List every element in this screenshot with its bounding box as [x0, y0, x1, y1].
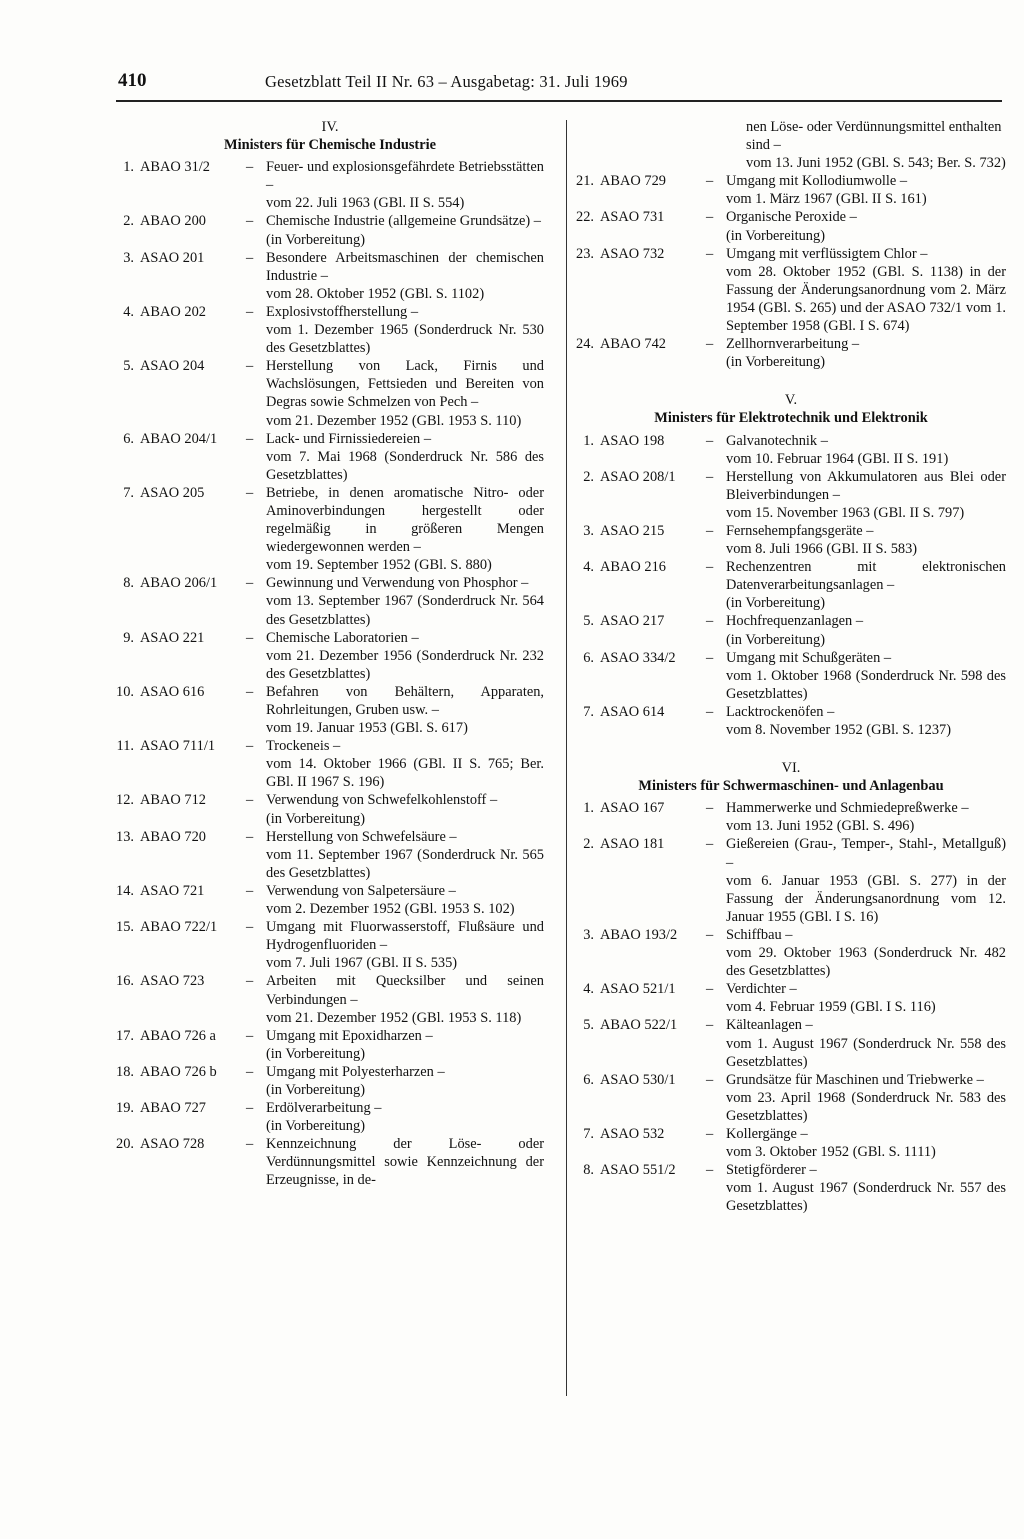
entry-dash: – [246, 738, 254, 755]
entry-description: Trockeneis – vom 14. Oktober 1966 (GBl. II S. 765; Ber. GBl. II 1967 S. 196) [266, 738, 544, 791]
entry-dash: – [246, 683, 254, 700]
regulation-code: ABAO 200 [140, 213, 206, 230]
entry-number: 7. [583, 1125, 594, 1142]
entry-dash: – [706, 981, 714, 998]
entry-list [576, 172, 1006, 371]
entry-list [576, 432, 1006, 740]
entry-number: 6. [123, 430, 134, 447]
list-item [116, 629, 544, 683]
list-item [576, 1125, 1006, 1161]
entry-dash: – [706, 432, 714, 449]
list-item [576, 703, 1006, 739]
entry-number: 6. [583, 1071, 594, 1088]
list-item [116, 357, 544, 429]
regulation-code: ABAO 206/1 [140, 575, 218, 592]
list-item [116, 249, 544, 303]
entry-description: Verdichter – vom 4. Februar 1959 (GBl. I S. 116) [726, 981, 936, 1016]
regulation-code: ASAO 731 [600, 209, 665, 226]
regulation-code: ABAO 204/1 [140, 430, 218, 447]
regulation-code: ASAO 181 [600, 836, 665, 853]
list-item [116, 303, 544, 357]
list-item [576, 432, 1006, 468]
entry-description: Schiffbau – vom 29. Oktober 1963 (Sonderdruck Nr. 482 des Gesetzblattes) [726, 926, 1006, 980]
entry-number: 7. [123, 484, 134, 501]
list-item [116, 683, 544, 737]
regulation-code: ABAO 742 [600, 336, 666, 353]
regulation-code: ASAO 614 [600, 703, 665, 720]
entry-list [116, 158, 544, 1189]
regulation-code: ABAO 720 [140, 828, 206, 845]
list-item [576, 980, 1006, 1016]
entry-number: 14. [116, 882, 134, 899]
entry-description: Arbeiten mit Quecksilber und seinen Verbindungen – vom 21. Dezember 1952 (GBl. 1953 S. 118) [266, 973, 544, 1026]
list-item [116, 791, 544, 827]
entry-description: Kälteanlagen – vom 1. August 1967 (Sonderdruck Nr. 558 des Gesetzblattes) [726, 1017, 1006, 1070]
regulation-code: ASAO 616 [140, 683, 205, 700]
entry-dash: – [706, 1017, 714, 1034]
list-item [116, 1135, 544, 1189]
regulation-code: ABAO 727 [140, 1100, 206, 1117]
entry-number: 5. [583, 613, 594, 630]
entry-description: Fernsehempfangsgeräte – vom 8. Juli 1966 (GBl. II S. 583) [726, 522, 918, 558]
entry-number: 9. [123, 629, 134, 646]
entry-dash: – [246, 1027, 254, 1044]
list-item [576, 558, 1006, 612]
list-item [116, 1099, 544, 1135]
entry-number: 11. [116, 738, 134, 755]
entry-number: 23. [576, 245, 594, 262]
entry-description: Befahren von Behältern, Apparaten, Rohrleitungen, Gruben usw. – vom 19. Januar 1953 (GBl. S. 617) [266, 683, 544, 737]
entry-number: 19. [116, 1100, 134, 1117]
list-item [116, 737, 544, 791]
entry-description: Verwendung von Salpetersäure – vom 2. Dezember 1952 (GBl. 1953 S. 102) [266, 882, 515, 918]
section-number: V. [784, 392, 798, 409]
entry-dash: – [706, 1071, 714, 1088]
entry-description: Lack- und Firnissiedereien – vom 7. Mai 1968 (Sonderdruck Nr. 586 des Gesetzblattes) [266, 430, 544, 483]
regulation-code: ABAO 216 [600, 559, 666, 576]
entry-dash: – [706, 522, 714, 539]
entry-number: 1. [583, 800, 594, 817]
entry-dash: – [246, 1100, 254, 1117]
regulation-code: ABAO 193/2 [600, 926, 678, 943]
entry-dash: – [706, 245, 714, 262]
entry-dash: – [246, 575, 254, 592]
entry-number: 16. [116, 973, 134, 990]
entry-number: 8. [123, 575, 134, 592]
entry-number: 22. [576, 209, 594, 226]
entry-description: Umgang mit Epoxidharzen – (in Vorbereitung) [266, 1027, 433, 1062]
regulation-code: ABAO 712 [140, 792, 206, 809]
entry-dash: – [246, 828, 254, 845]
entry-dash: – [706, 613, 714, 630]
list-item [116, 918, 544, 972]
list-item [576, 1071, 1006, 1125]
section-title: Ministers für Chemische Industrie [224, 137, 436, 154]
entry-description: Umgang mit Polyesterharzen – (in Vorbereitung) [266, 1063, 445, 1098]
entry-dash: – [246, 1136, 254, 1153]
regulation-code: ASAO 204 [140, 358, 205, 375]
regulation-code: ASAO 723 [140, 973, 205, 990]
entry-description: Umgang mit Fluorwasserstoff, Flußsäure und Hydrogenfluoriden – vom 7. Juli 1967 (GBl. II S. 535) [266, 919, 544, 972]
entry-dash: – [246, 973, 254, 990]
entry-number: 1. [123, 159, 134, 176]
list-item [116, 158, 544, 212]
regulation-code: ABAO 729 [600, 173, 666, 190]
list-item [576, 208, 1006, 244]
list-item [576, 835, 1006, 925]
regulation-code: ASAO 711/1 [140, 738, 216, 755]
entry-number: 5. [123, 358, 134, 375]
entry-number: 18. [116, 1063, 134, 1080]
list-item [576, 1016, 1006, 1070]
list-item [116, 430, 544, 484]
list-item [116, 1063, 544, 1099]
list-item [576, 612, 1006, 648]
regulation-code: ABAO 522/1 [600, 1017, 678, 1034]
header-rule [116, 100, 1002, 102]
list-item [576, 926, 1006, 980]
list-item [576, 245, 1006, 335]
list-item [116, 882, 544, 918]
entry-description: Chemische Industrie (allgemeine Grundsätze) – (in Vorbereitung) [266, 213, 541, 248]
entry-description: Erdölverarbeitung – (in Vorbereitung) [266, 1100, 382, 1135]
regulation-code: ABAO 726 b [140, 1063, 217, 1080]
entry-description: Herstellung von Lack, Firnis und Wachslösungen, Fettsieden und Bereiten von Degras sowie Schmelzen von Pech – vom 21. Dezember 1952 (GBl. 1953 S. 110) [266, 358, 544, 429]
list-item [576, 172, 1006, 208]
entry-description: Feuer- und explosionsgefährdete Betriebsstätten – vom 22. Juli 1963 (GBl. II S. 554) [266, 159, 544, 212]
right-column [576, 118, 1006, 1215]
list-item [576, 649, 1006, 703]
section-title: Ministers für Elektrotechnik und Elektronik [654, 410, 928, 427]
entry-description: Stetigförderer – vom 1. August 1967 (Sonderdruck Nr. 557 des Gesetzblattes) [726, 1162, 1006, 1215]
list-item [116, 484, 544, 574]
entry-dash: – [246, 213, 254, 230]
entry-description: Chemische Laboratorien – vom 21. Dezember 1956 (Sonderdruck Nr. 232 des Gesetzblattes) [266, 629, 544, 682]
entry-number: 4. [583, 559, 594, 576]
regulation-code: ASAO 167 [600, 800, 665, 817]
entry-description: Grundsätze für Maschinen und Triebwerke – vom 23. April 1968 (Sonderdruck Nr. 583 des Gesetzblattes) [726, 1071, 1006, 1124]
entry-number: 6. [583, 649, 594, 666]
entry-description: Umgang mit Schußgeräten – vom 1. Oktober 1968 (Sonderdruck Nr. 598 des Gesetzblattes) [726, 649, 1006, 702]
column-divider [566, 120, 567, 1396]
entry-description: Kollergänge – vom 3. Oktober 1952 (GBl. S. 1111) [726, 1125, 936, 1161]
section-title: Ministers für Schwermaschinen- und Anlagenbau [638, 778, 944, 795]
regulation-code: ASAO 728 [140, 1136, 205, 1153]
entry-dash: – [706, 1125, 714, 1142]
regulation-code: ASAO 521/1 [600, 981, 676, 998]
entry-number: 4. [123, 303, 134, 320]
entry-description: Herstellung von Schwefelsäure – vom 11. September 1967 (Sonderdruck Nr. 565 des Gesetzblattes) [266, 828, 544, 881]
entry-dash: – [706, 800, 714, 817]
entry-dash: – [246, 159, 254, 176]
list-item [576, 522, 1006, 558]
entry-description: Herstellung von Akkumulatoren aus Blei oder Bleiverbindungen – vom 15. November 1963 (GBl. II S. 797) [726, 468, 1006, 521]
entry-number: 15. [116, 919, 134, 936]
page-number: 410 [118, 70, 147, 91]
entry-description: Kennzeichnung der Löse- oder Verdünnungsmittel sowie Kennzeichnung der Erzeugnisse, in de- [266, 1136, 544, 1189]
regulation-code: ASAO 334/2 [600, 649, 676, 666]
regulation-code: ASAO 205 [140, 484, 205, 501]
entry-dash: – [706, 559, 714, 576]
entry-number: 3. [583, 926, 594, 943]
entry-dash: – [706, 209, 714, 226]
entry-description: Lacktrockenöfen – vom 8. November 1952 (GBl. S. 1237) [726, 703, 952, 738]
entry-dash: – [246, 1063, 254, 1080]
list-item [576, 468, 1006, 522]
entry-number: 24. [576, 336, 594, 353]
entry-description: Rechenzentren mit elektronischen Datenverarbeitungsanlagen – (in Vorbereitung) [726, 559, 1006, 612]
list-item [116, 574, 544, 628]
list-item [116, 828, 544, 882]
entry-number: 2. [583, 468, 594, 485]
entry-number: 20. [116, 1136, 134, 1153]
section-number: IV. [321, 119, 339, 135]
entry-number: 7. [583, 703, 594, 720]
regulation-code: ASAO 551/2 [600, 1162, 676, 1179]
regulation-code: ASAO 217 [600, 613, 665, 630]
regulation-code: ABAO 726 a [140, 1027, 216, 1044]
list-item [116, 972, 544, 1026]
entry-list [576, 799, 1006, 1215]
entry-number: 17. [116, 1027, 134, 1044]
regulation-code: ASAO 215 [600, 522, 665, 539]
list-item [576, 1161, 1006, 1215]
entry-dash: – [706, 468, 714, 485]
entry-dash: – [706, 703, 714, 720]
entry-description: Gießereien (Grau-, Temper-, Stahl-, Metallguß) – vom 6. Januar 1953 (GBl. S. 277) in der Fassung der Änderungsanordnung vom 12. Januar 1955 (GBl. I S. 16) [726, 836, 1006, 925]
entry-number: 21. [576, 173, 594, 190]
entry-number: 4. [583, 981, 594, 998]
running-header: Gesetzblatt Teil II Nr. 63 – Ausgabetag: 31. Juli 1969 [265, 72, 628, 91]
entry-description: Besondere Arbeitsmaschinen der chemischen Industrie – vom 28. Oktober 1952 (GBl. S. 1102) [266, 249, 544, 302]
entry-number: 3. [583, 522, 594, 539]
entry-dash: – [706, 173, 714, 190]
entry-dash: – [246, 358, 254, 375]
entry-dash: – [246, 629, 254, 646]
entry-number: 13. [116, 828, 134, 845]
regulation-code: ASAO 208/1 [600, 468, 676, 485]
entry-number: 2. [123, 213, 134, 230]
entry-dash: – [246, 430, 254, 447]
entry-description: Zellhornverarbeitung – (in Vorbereitung) [726, 336, 860, 371]
entry-dash: – [246, 919, 254, 936]
entry-description: Gewinnung und Verwendung von Phosphor – vom 13. September 1967 (Sonderdruck Nr. 564 des Gesetzblattes) [266, 575, 544, 628]
regulation-code: ABAO 722/1 [140, 919, 218, 936]
regulation-code: ASAO 201 [140, 249, 205, 266]
regulation-code: ASAO 221 [140, 629, 205, 646]
regulation-code: ABAO 202 [140, 303, 206, 320]
regulation-code: ASAO 721 [140, 882, 205, 899]
list-item [576, 799, 1006, 835]
list-item [576, 335, 1006, 371]
entry-description: Organische Peroxide – (in Vorbereitung) [726, 209, 857, 244]
entry-description: Hammerwerke und Schmiedepreßwerke – vom 13. Juni 1952 (GBl. S. 496) [726, 800, 969, 835]
entry-dash: – [246, 882, 254, 899]
entry-dash: – [706, 336, 714, 353]
regulation-code: ASAO 198 [600, 432, 665, 449]
regulation-code: ASAO 532 [600, 1125, 665, 1142]
entry-dash: – [706, 649, 714, 666]
entry-description: Umgang mit verflüssigtem Chlor – vom 28. Oktober 1952 (GBl. S. 1138) in der Fassung der Änderungsanordnung vom 2. März 1954 (GBl. S. 265) und der ASAO 732/1 vom 1. September 1958 (GBl. I S. 674) [726, 245, 1006, 335]
entry-number: 1. [583, 432, 594, 449]
entry-number: 3. [123, 249, 134, 266]
entry-dash: – [246, 484, 254, 501]
entry-dash: – [246, 249, 254, 266]
entry-number: 8. [583, 1162, 594, 1179]
list-item [116, 1027, 544, 1063]
entry-number: 5. [583, 1017, 594, 1034]
entry-number: 2. [583, 836, 594, 853]
entry-dash: – [246, 303, 254, 320]
entry-number: 12. [116, 792, 134, 809]
entry-description: Hochfrequenzanlagen – (in Vorbereitung) [726, 613, 864, 648]
entry-description: Galvanotechnik – vom 10. Februar 1964 (GBl. II S. 191) [726, 432, 949, 467]
entry-dash: – [706, 926, 714, 943]
regulation-code: ABAO 31/2 [140, 159, 210, 176]
section-number: VI. [781, 760, 801, 777]
regulation-code: ASAO 732 [600, 245, 665, 262]
left-column [116, 118, 544, 1190]
continued-entry-text: nen Löse- oder Verdünnungsmittel enthalten sind – vom 13. Juni 1952 (GBl. S. 543; Ber. S. 732) [746, 119, 1006, 172]
entry-description: Umgang mit Kollodiumwolle – vom 1. März 1967 (GBl. II S. 161) [726, 173, 927, 208]
list-item [116, 212, 544, 248]
entry-dash: – [246, 792, 254, 809]
entry-dash: – [706, 836, 714, 853]
entry-description: Verwendung von Schwefelkohlenstoff – (in Vorbereitung) [266, 792, 498, 827]
entry-description: Betriebe, in denen aromatische Nitro- oder Aminoverbindungen hergestellt oder regelmäßig in größeren Mengen wiedergewonnen werden – vom 19. September 1952 (GBl. S. 880) [266, 484, 544, 574]
entry-number: 10. [116, 683, 134, 700]
regulation-code: ASAO 530/1 [600, 1071, 676, 1088]
entry-dash: – [706, 1162, 714, 1179]
entry-description: Explosivstoffherstellung – vom 1. Dezember 1965 (Sonderdruck Nr. 530 des Gesetzblattes) [266, 303, 544, 357]
